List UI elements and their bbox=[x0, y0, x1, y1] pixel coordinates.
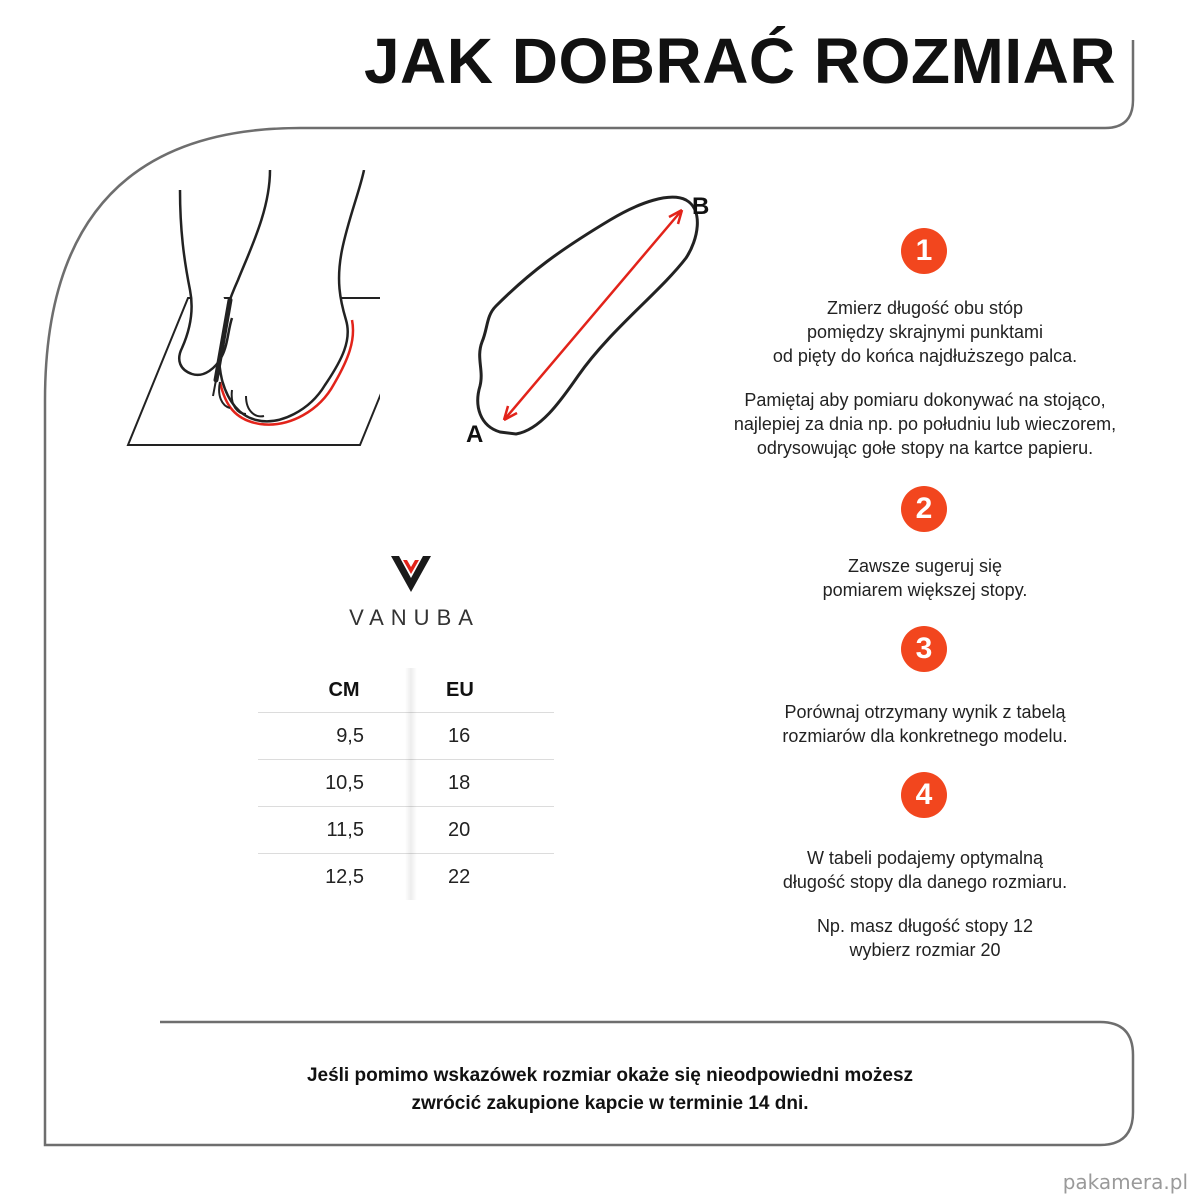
brand-name: VANUBA bbox=[349, 605, 480, 630]
cell-eu: 16 bbox=[448, 724, 471, 747]
column-divider bbox=[405, 668, 417, 900]
step-3-line: Porównaj otrzymany wynik z tabelą bbox=[784, 702, 1066, 722]
step-4-line: wybierz rozmiar 20 bbox=[849, 940, 1001, 960]
step-2-line: pomiarem większej stopy. bbox=[822, 580, 1028, 600]
step-1-line: pomiędzy skrajnymi punktami bbox=[806, 322, 1044, 342]
step-1-line: odrysowując gołe stopy na kartce papieru. bbox=[756, 438, 1094, 458]
step-4-line: Np. masz długość stopy 12 bbox=[816, 916, 1034, 936]
step-1-line: Pamiętaj aby pomiaru dokonywać na stojąco, bbox=[744, 390, 1106, 410]
step-2-badge: 2 bbox=[901, 486, 947, 532]
watermark: pakamera.pl bbox=[1062, 1170, 1188, 1194]
cell-cm: 12,5 bbox=[325, 865, 364, 888]
header-cm: CM bbox=[328, 678, 360, 701]
footer-line: zwrócić zakupione kapcie w terminie 14 dni. bbox=[411, 1093, 809, 1114]
step-1-text bbox=[690, 296, 1160, 460]
vanuba-logo-icon bbox=[389, 554, 433, 594]
step-4-badge: 4 bbox=[901, 772, 947, 818]
cell-cm: 10,5 bbox=[325, 771, 364, 794]
step-1-line: od pięty do końca najdłuższego palca. bbox=[772, 346, 1078, 366]
return-policy-note bbox=[200, 1062, 1020, 1118]
step-1-badge: 1 bbox=[901, 228, 947, 274]
step-3-text bbox=[690, 700, 1160, 748]
cell-cm: 11,5 bbox=[326, 818, 364, 841]
step-4-line: W tabeli podajemy optymalną bbox=[806, 848, 1044, 868]
foot-tracing-illustration bbox=[120, 170, 380, 450]
brand-logo bbox=[336, 554, 486, 631]
cell-eu: 22 bbox=[448, 865, 471, 888]
point-a-label: A bbox=[466, 421, 484, 448]
cell-eu: 20 bbox=[448, 818, 471, 841]
step-3-badge: 3 bbox=[901, 626, 947, 672]
header-eu: EU bbox=[446, 678, 474, 701]
step-3-line: rozmiarów dla konkretnego modelu. bbox=[782, 726, 1068, 746]
cell-cm: 9,5 bbox=[336, 724, 364, 747]
point-b-label: B bbox=[692, 193, 710, 220]
size-table bbox=[258, 668, 554, 900]
step-2-text bbox=[690, 554, 1160, 602]
step-4-line: długość stopy dla danego rozmiaru. bbox=[782, 872, 1068, 892]
step-1-line: najlepiej za dnia np. po południu lub wieczorem, bbox=[733, 414, 1117, 434]
step-4-text bbox=[690, 846, 1160, 962]
cell-eu: 18 bbox=[448, 771, 471, 794]
step-1-line: Zmierz długość obu stóp bbox=[826, 298, 1024, 318]
step-2-line: Zawsze sugeruj się bbox=[847, 556, 1003, 576]
footer-line: Jeśli pomimo wskazówek rozmiar okaże się nieodpowiedni możesz bbox=[306, 1065, 914, 1086]
page-title: JAK DOBRAĆ ROZMIAR bbox=[363, 25, 1117, 97]
